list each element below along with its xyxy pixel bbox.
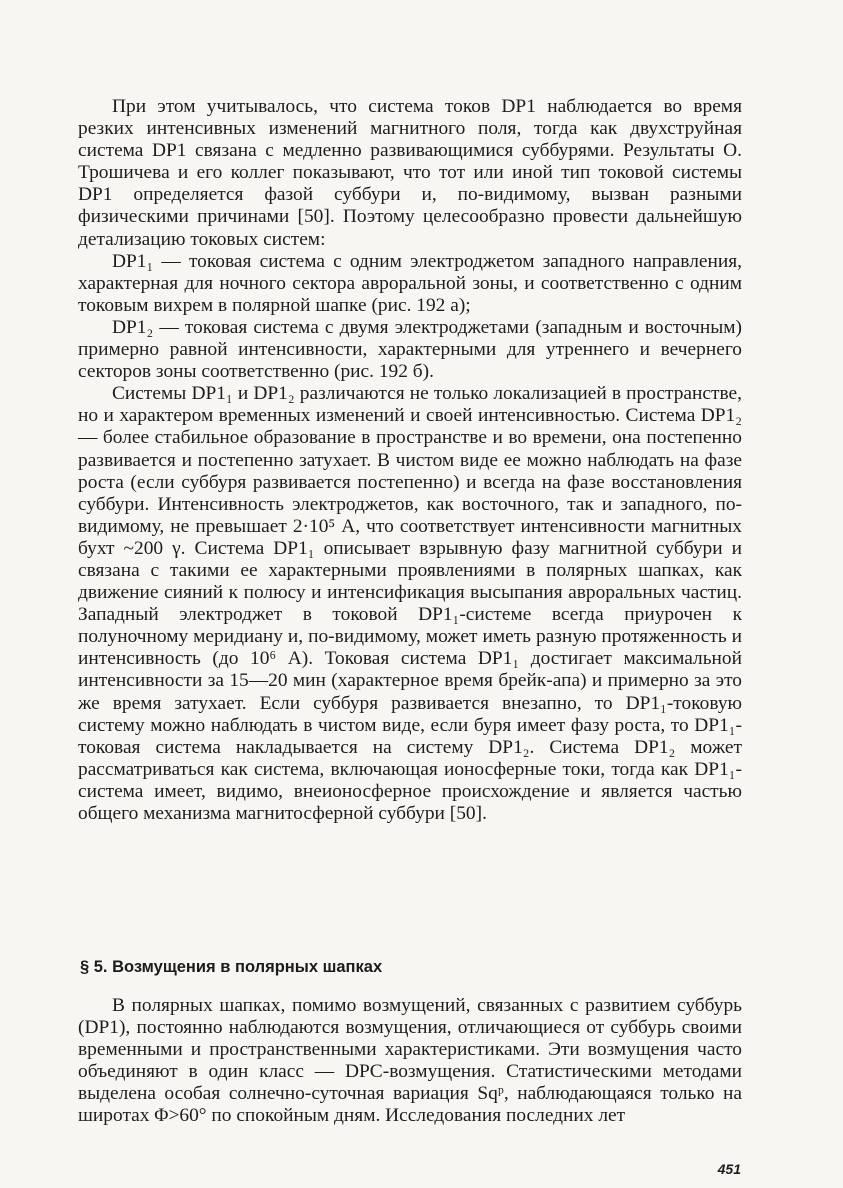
paragraph-4: Системы DP1₁ и DP1₂ различаются не только локализацией в пространстве, но и характером временных изменений и своей интенсивностью. Система DP1₂ — более стабильное образование в пространстве и во времени, она постепенно развивается и постепенно затухает. В чистом виде ее можно наблюдать на фазе роста (если суббуря развивается постепенно) и всегда на фазе восстановления суббури. Интенсивность электроджетов, как восточного, так и западного, по-видимому, не превышает 2·10⁵ А, что соответствует интенсивности магнитных бухт ~200 γ. Система DP1₁ описывает взрывную фазу магнитной суббури и связана с такими ее характерными проявлениями в полярных шапках, как движение сияний к полюсу и интенсификация высыпания авроральных частиц. Западный электроджет в токовой DP1₁-системе всегда приурочен к полуночному меридиану и, по-видимому, может иметь разную протяженность и интенсивность (до 10⁶ А). Токовая система DP1₁ достигает максимальной интенсивности за 15—20 мин (характерное время брейк-апа) и примерно за это же время затухает. Если суббуря развивается внезапно, то DP1₁-токовую систему можно наблюдать в чистом виде, если буря имеет фазу роста, то DP1₁-токовая система накладывается на систему DP1₂. Система DP1₂ может рассматриваться как система, включающая ионосферные токи, тогда как DP1₁-система имеет, видимо, внеионосферное происхождение и является частью общего механизма магнитосферной суббури [50]. (78, 383, 742, 824)
paragraph-1: При этом учитывалось, что система токов DP1 наблюдается во время резких интенсивных изменений магнитного поля, тогда как двухструйная система DP1 связана с медленно развивающимися суббурями. Результаты О. Трошичева и его коллег показывают, что тот или иной тип токовой системы DP1 определяется фазой суббури и, по-видимому, вызван разными физическими причинами [50]. Поэтому целесообразно провести дальнейшую детализацию токовых систем: (78, 96, 742, 250)
main-text (78, 96, 742, 825)
section-text (78, 995, 742, 1128)
page-number: 451 (717, 1161, 741, 1177)
paragraph-5: В полярных шапках, помимо возмущений, связанных с развитием суббурь (DP1), постоянно наблюдаются возмущения, отличающиеся от суббурь своими временными и пространственными характеристиками. Эти возмущения часто объединяют в один класс — DPC-возмущения. Статистическими методами выделена особая солнечно-суточная вариация Sqᵖ, наблюдающаяся только на широтах Φ>60° по спокойным дням. Исследования последних лет (78, 995, 742, 1127)
section-heading: § 5. Возмущения в полярных шапках (80, 958, 383, 976)
paragraph-3: DP1₂ — токовая система с двумя электроджетами (западным и восточным) примерно равной интенсивности, характерными для утреннего и вечернего секторов зоны соответственно (рис. 192 б). (78, 316, 742, 383)
paragraph-2: DP1₁ — токовая система с одним электроджетом западного направления, характерная для ночного сектора авроральной зоны, и соответственно с одним токовым вихрем в полярной шапке (рис. 192 а); (78, 250, 742, 316)
